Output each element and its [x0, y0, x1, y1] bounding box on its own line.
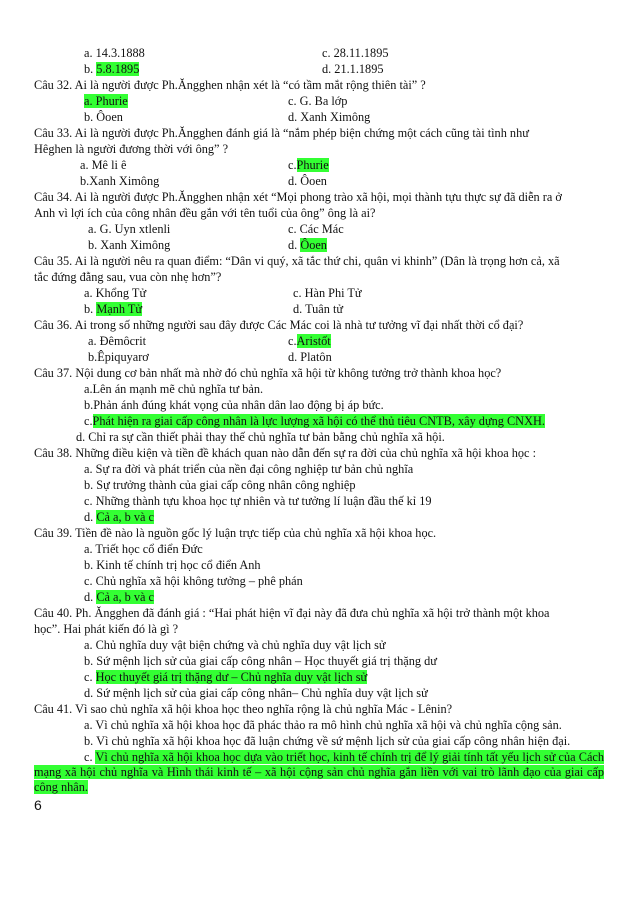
- q32-answer-highlight: a. Phurie: [84, 94, 128, 108]
- q37-answer-highlight: Phát hiện ra giai cấp công nhân là lực lượng xã hội có thể thủ tiêu CNTB, xây dựng CNXH.: [92, 414, 545, 428]
- q41-option-c-prefix: c.: [84, 750, 93, 764]
- q39-option-d-prefix: d.: [84, 590, 94, 604]
- q31-option-a: a. 14.3.1888: [84, 46, 145, 60]
- q34-option-d: [288, 238, 327, 253]
- q37-option-b: b.Phản ánh đúng khát vọng của nhân dân lao động bị áp bức.: [84, 398, 384, 412]
- q38-option-d-prefix: d.: [84, 510, 94, 524]
- q32-option-a: [84, 94, 128, 109]
- q38-option-d: [84, 510, 154, 525]
- q33-option-d: d. Ôoen: [288, 174, 327, 188]
- q41-option-b: b. Vì chủ nghĩa xã hội khoa học đã luận chứng về sứ mệnh lịch sử của giai cấp công nhân hiện đại.: [84, 734, 571, 748]
- q40-question-line2: học”. Hai phát kiến đó là gì ?: [34, 622, 179, 636]
- q38-answer-highlight: Cả a, b và c: [96, 510, 155, 524]
- q33-option-a: a. Mê li ê: [80, 158, 127, 172]
- q37-question: Câu 37. Nội dung cơ bản nhất mà nhờ đó chủ nghĩa xã hội từ không tưởng trở thành khoa học?: [34, 366, 502, 380]
- q35-option-c: c. Hàn Phi Tử: [293, 286, 362, 300]
- q40-option-c-prefix: c.: [84, 670, 93, 684]
- q34-option-b: b. Xanh Ximông: [88, 238, 171, 252]
- q35-answer-highlight: Mạnh Tử: [96, 302, 143, 316]
- q37-option-d: d. Chỉ ra sự cần thiết phải thay thế chủ nghĩa tư bản bằng chủ nghĩa xã hội.: [76, 430, 445, 444]
- q39-question: Câu 39. Tiền đề nào là nguồn gốc lý luận trực tiếp của chủ nghĩa xã hội khoa học.: [34, 526, 437, 540]
- q40-answer-highlight: Học thuyết giá trị thặng dư – Chủ nghĩa duy vật lịch sử: [95, 670, 368, 684]
- q38-option-a: a. Sự ra đời và phát triển của nền đại công nghiệp tư bản chủ nghĩa: [84, 462, 414, 476]
- q38-question: Câu 38. Những điều kiện và tiền đề khách quan nào dẫn đến sự ra đời của chủ nghĩa xã hội khoa học :: [34, 446, 537, 460]
- q34-option-a: a. G. Uyn xtlenli: [88, 222, 171, 236]
- q31-option-b: b. 5.8.1895: [84, 62, 140, 76]
- q38-option-c: c. Những thành tựu khoa học tự nhiên và tư tưởng lí luận đầu thế kỉ 19: [84, 494, 432, 508]
- q39-answer-highlight: Cả a, b và c: [96, 590, 155, 604]
- q33-option-c: [288, 158, 329, 173]
- q37-option-c-prefix: c.: [84, 414, 93, 428]
- q35-option-b: [84, 302, 142, 317]
- q39-option-a: a. Triết học cổ điển Đức: [84, 542, 203, 556]
- q33-option-c-prefix: c.: [288, 158, 297, 172]
- q36-answer-highlight: Aristốt: [296, 334, 331, 348]
- q39-option-d: [84, 590, 154, 605]
- q40-option-a: a. Chủ nghĩa duy vật biện chứng và chủ nghĩa duy vật lịch sử: [84, 638, 386, 652]
- q35-question-line1: Câu 35. Ai là người nêu ra quan điểm: “Dân vi quý, xã tắc thứ chi, quân vi khinh” (Dân là trọng hơn cả, xã: [34, 254, 560, 268]
- q34-answer-highlight: Ôoen: [300, 238, 327, 252]
- q33-question-line1: Câu 33. Ai là người được Ph.Ăngghen đánh giá là “nắm phép biện chứng một cách cũng tài tình như: [34, 126, 529, 140]
- q35-option-d: d. Tuân tử: [293, 302, 344, 316]
- q35-question-line2: tắc đứng đằng sau, vua còn nhẹ hơn”?: [34, 270, 222, 284]
- q33-question-line2: Hêghen là người đương thời với ông” ?: [34, 142, 229, 156]
- q36-option-d: d. Platôn: [288, 350, 332, 364]
- q36-option-c-prefix: c.: [288, 334, 297, 348]
- q36-option-a: a. Đêmôcrit: [88, 334, 147, 348]
- q40-option-d: d. Sứ mệnh lịch sử của giai cấp công nhân– Chủ nghĩa duy vật lịch sử: [84, 686, 428, 700]
- q33-option-b: b.Xanh Ximông: [80, 174, 160, 188]
- q38-option-b: b. Sự trưởng thành của giai cấp công nhân công nghiệp: [84, 478, 356, 492]
- q41-option-a: a. Vì chủ nghĩa xã hội khoa học đã phác thảo ra mô hình chủ nghĩa xã hội và chủ nghĩa cộng sản.: [84, 718, 562, 732]
- q41-option-c: [34, 750, 604, 795]
- q39-option-b: b. Kinh tế chính trị học cổ điển Anh: [84, 558, 261, 572]
- q39-option-c: c. Chủ nghĩa xã hội không tưởng – phê phán: [84, 574, 303, 588]
- q41-question: Câu 41. Vì sao chủ nghĩa xã hội khoa học theo nghĩa rộng là chủ nghĩa Mác - Lênin?: [34, 702, 453, 716]
- q37-option-c: [84, 414, 545, 429]
- q34-question-line1: Câu 34. Ai là người được Ph.Ăngghen nhận xét “Mọi phong trào xã hội, mọi thành tựu thực sự đã diễn ra ở: [34, 190, 562, 204]
- q37-option-a: a.Lên án mạnh mẽ chủ nghĩa tư bản.: [84, 382, 264, 396]
- q33-answer-highlight: Phurie: [296, 158, 329, 172]
- q40-option-c: [84, 670, 367, 685]
- page-number: 6: [34, 797, 42, 813]
- q36-question: Câu 36. Ai trong số những người sau đây được Các Mác coi là nhà tư tưởng vĩ đại nhất thời cổ đại?: [34, 318, 524, 332]
- q34-option-d-prefix: d.: [288, 238, 298, 252]
- q35-option-b-prefix: b.: [84, 302, 94, 316]
- q32-option-c: c. G. Ba lớp: [288, 94, 348, 108]
- q34-option-c: c. Các Mác: [288, 222, 344, 236]
- q32-option-b: b. Ôoen: [84, 110, 123, 124]
- q32-option-d: d. Xanh Ximông: [288, 110, 371, 124]
- q34-question-line2: Anh vì lợi ích của công nhân đều gắn với tên tuổi của ông” ông là ai?: [34, 206, 376, 220]
- q31-option-c: c. 28.11.1895: [322, 46, 389, 60]
- q31-answer-highlight: 5.8.1895: [96, 62, 140, 76]
- q35-option-a: a. Khổng Tử: [84, 286, 147, 300]
- q40-option-b: b. Sứ mệnh lịch sử của giai cấp công nhân – Học thuyết giá trị thặng dư: [84, 654, 437, 668]
- q36-option-c: [288, 334, 331, 349]
- q36-option-b: b.Êpiquyarơ: [88, 350, 149, 364]
- q40-question-line1: Câu 40. Ph. Ăngghen đã đánh giá : “Hai phát hiện vĩ đại này đã đưa chủ nghĩa xã hội trở thành một khoa: [34, 606, 550, 620]
- q41-answer-highlight: Vì chủ nghĩa xã hội khoa học dựa vào triết học, kinh tế chính trị để lý giải tính tất yếu lịch sử của Cách mạng xã hội chủ nghĩa và Hình thái kinh tế – xã hội cộng sản chủ nghĩa gắn liền với vai trò lãnh đạo của giai cấp công nhân.: [34, 750, 605, 794]
- q31-option-d: d. 21.1.1895: [322, 62, 384, 76]
- q32-question: Câu 32. Ai là người được Ph.Ăngghen nhận xét là “có tầm mắt rộng thiên tài” ?: [34, 78, 426, 92]
